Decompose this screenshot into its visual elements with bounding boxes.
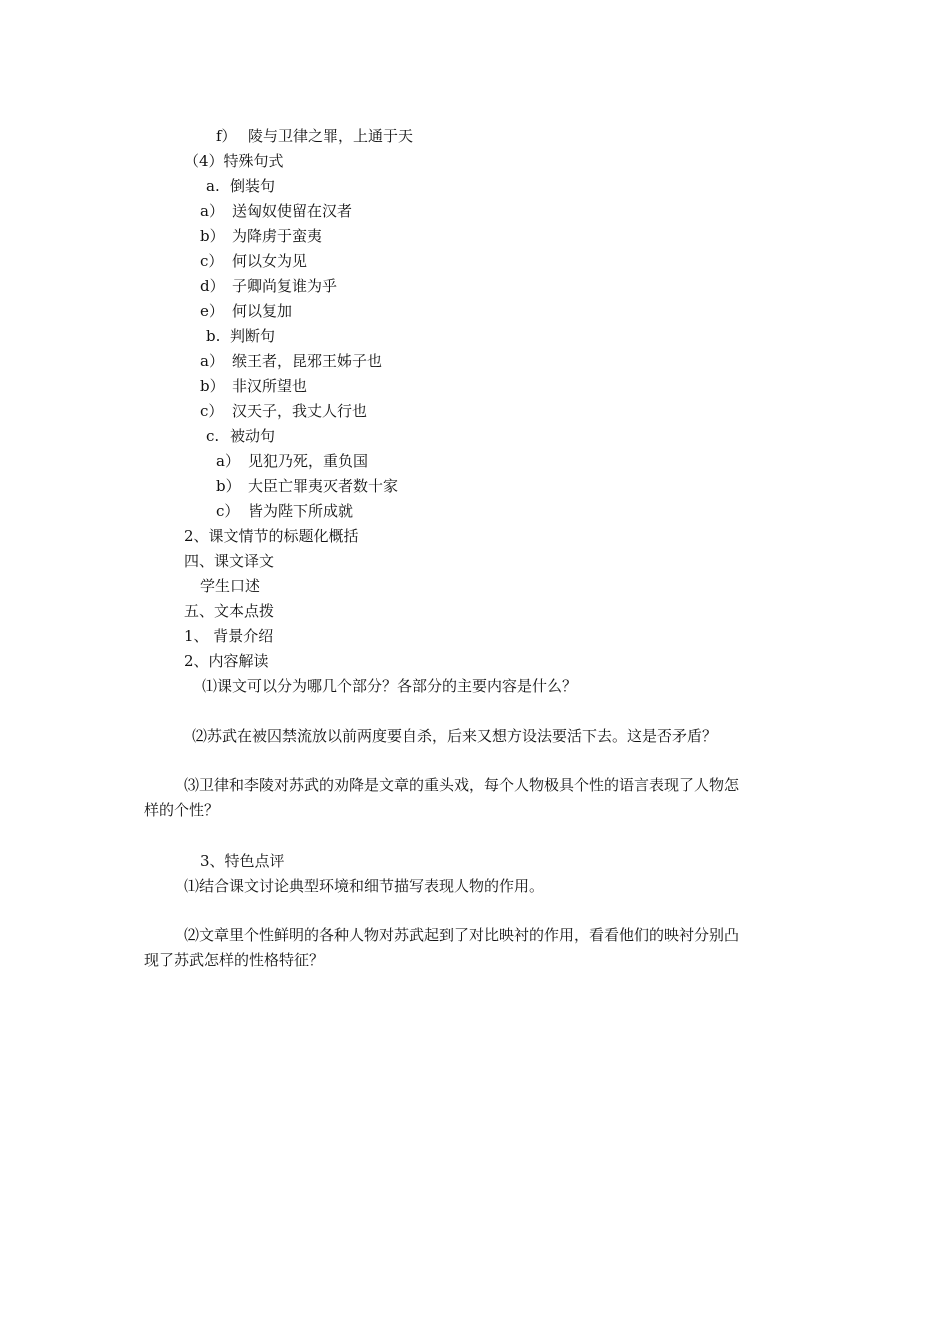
list-item [200, 201, 352, 221]
question-1: ⑴课文可以分为哪几个部分？各部分的主要内容是什么？ [202, 677, 578, 695]
list-marker: c） [200, 252, 224, 270]
question-3-line-1: ⑶卫律和李陵对苏武的劝降是文章的重头戏，每个人物极具个性的语言表现了人物怎 [184, 776, 740, 794]
list-text: 汉天子，我丈人行也 [232, 402, 368, 420]
list-text: 倒装句 [230, 177, 276, 195]
section-heading-plot-summary: 2、课文情节的标题化概括 [184, 527, 359, 545]
list-marker: b） [216, 477, 241, 495]
body-text: 学生口述 [200, 577, 261, 595]
list-marker: c） [216, 502, 240, 520]
list-text: 皆为陛下所成就 [248, 502, 354, 520]
list-item-f [216, 126, 413, 146]
section-heading-text-analysis: 五、文本点拨 [184, 602, 275, 620]
section-heading-special-sentences: （4）特殊句式 [184, 152, 284, 170]
list-marker: b） [200, 227, 225, 245]
list-item [216, 501, 353, 521]
feature-question-2-line-1: ⑵文章里个性鲜明的各种人物对苏武起到了对比映衬的作用，看看他们的映衬分别凸 [184, 926, 740, 944]
list-text: 非汉所望也 [232, 377, 308, 395]
list-marker: d） [200, 277, 225, 295]
list-item [200, 376, 307, 396]
list-text: 送匈奴使留在汉者 [232, 202, 353, 220]
list-text: 大臣亡罪夷灭者数十家 [248, 477, 399, 495]
list-item [216, 476, 398, 496]
list-item [200, 276, 337, 296]
list-marker: c） [200, 402, 224, 420]
subsection-heading-content: 2、内容解读 [184, 652, 269, 670]
list-marker: a. [206, 177, 220, 195]
section-heading-translation: 四、课文译文 [184, 552, 275, 570]
subsection-heading-passive [206, 426, 275, 446]
list-text: 陵与卫律之罪，上通于天 [248, 127, 414, 145]
list-marker: a） [216, 452, 240, 470]
subsection-heading-inverted [206, 176, 275, 196]
list-text: 何以女为见 [232, 252, 308, 270]
list-marker: a） [200, 352, 224, 370]
list-text: 何以复加 [232, 302, 293, 320]
list-marker: b. [206, 327, 221, 345]
question-2: ⑵苏武在被囚禁流放以前两度要自杀，后来又想方设法要活下去。这是否矛盾？ [192, 727, 718, 745]
list-item [200, 251, 307, 271]
list-text: 见犯乃死，重负国 [248, 452, 369, 470]
feature-question-2-line-2: 现了苏武怎样的性格特征？ [144, 951, 325, 969]
list-item [200, 351, 382, 371]
list-text: 缑王者，昆邪王姊子也 [232, 352, 383, 370]
subsection-heading-background: 1、 背景介绍 [184, 627, 274, 645]
list-item [200, 226, 322, 246]
question-3-line-2: 样的个性？ [144, 801, 220, 819]
list-marker: f） [216, 127, 237, 145]
list-item [216, 451, 368, 471]
list-text: 为降虏于蛮夷 [232, 227, 323, 245]
list-marker: b） [200, 377, 225, 395]
list-marker: a） [200, 202, 224, 220]
subsection-heading-judgment [206, 326, 275, 346]
list-item [200, 401, 367, 421]
list-marker: c. [206, 427, 220, 445]
subsection-heading-features: 3、特色点评 [200, 852, 285, 870]
feature-question-1: ⑴结合课文讨论典型环境和细节描写表现人物的作用。 [184, 877, 545, 895]
list-item [200, 301, 292, 321]
list-text: 判断句 [230, 327, 276, 345]
list-text: 被动句 [230, 427, 276, 445]
list-marker: e） [200, 302, 224, 320]
list-text: 子卿尚复谁为乎 [232, 277, 338, 295]
